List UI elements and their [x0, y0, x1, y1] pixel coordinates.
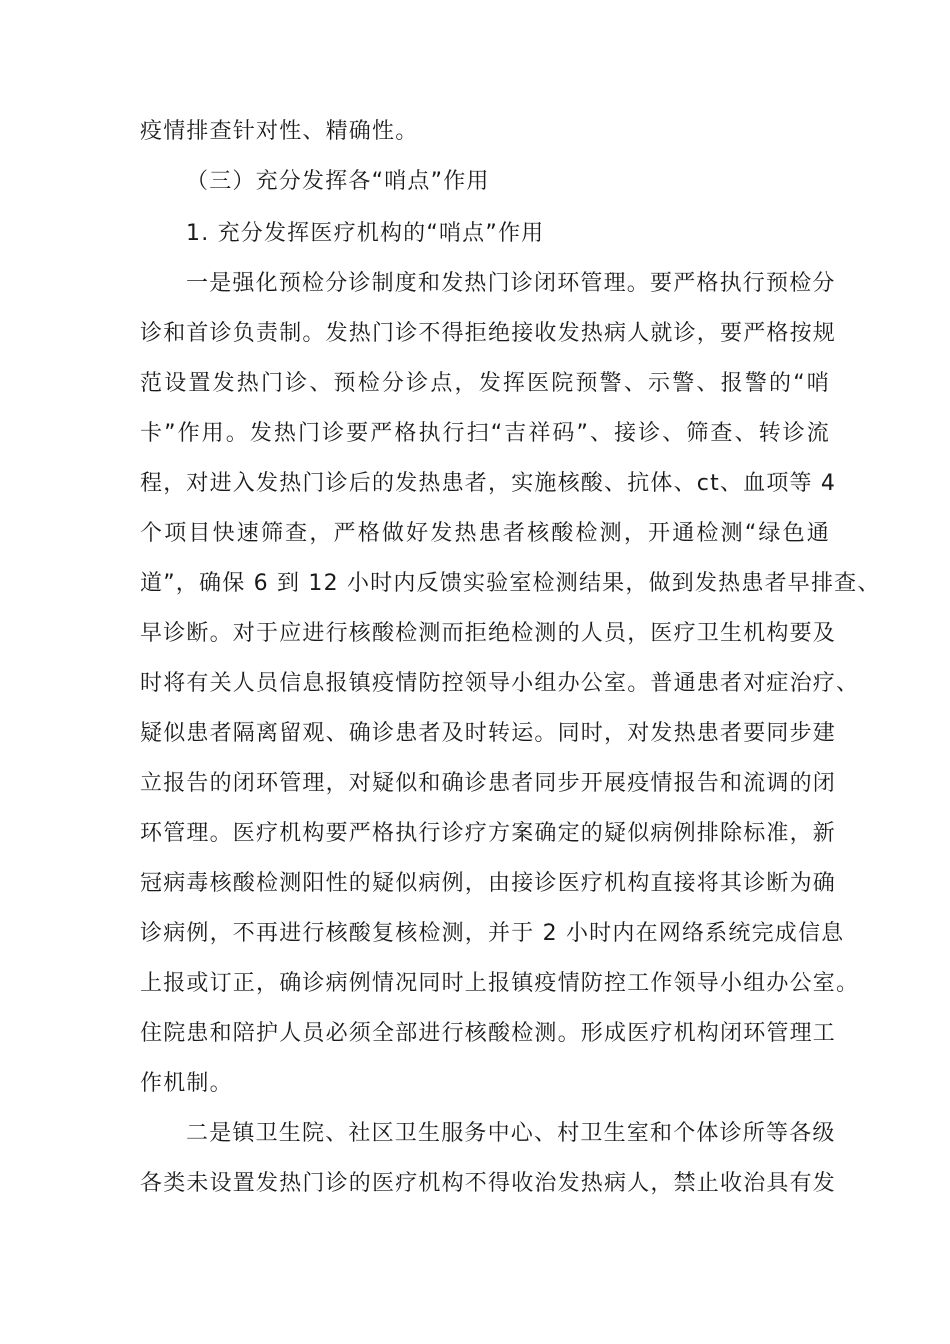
paragraph-line: 道”，确保 6 到 12 小时内反馈实验室检测结果，做到发热患者早排查、 [140, 571, 881, 596]
paragraph-line: 二是镇卫生院、社区卫生服务中心、村卫生室和个体诊所等各级 [186, 1121, 836, 1146]
paragraph-line: 一是强化预检分诊制度和发热门诊闭环管理。要严格执行预检分 [186, 271, 836, 296]
paragraph-line: 冠病毒核酸检测阳性的疑似病例，由接诊医疗机构直接将其诊断为确 [140, 871, 837, 896]
paragraph-line: 疫情排查针对性、精确性。 [140, 119, 419, 144]
paragraph-line: 范设置发热门诊、预检分诊点，发挥医院预警、示警、报警的“哨 [140, 371, 830, 396]
paragraph-line: 早诊断。对于应进行核酸检测而拒绝检测的人员，医疗卫生机构要及 [140, 621, 837, 646]
paragraph-line: 住院患和陪护人员必须全部进行核酸检测。形成医疗机构闭环管理工 [140, 1021, 837, 1046]
paragraph-line: 时将有关人员信息报镇疫情防控领导小组办公室。普通患者对症治疗、 [140, 671, 860, 696]
paragraph-line: 疑似患者隔离留观、确诊患者及时转运。同时，对发热患者要同步建 [140, 721, 837, 746]
subsection-heading: 1. 充分发挥医疗机构的“哨点”作用 [186, 221, 545, 246]
paragraph-line: 程，对进入发热门诊后的发热患者，实施核酸、抗体、ct、血项等 4 [140, 471, 837, 496]
paragraph-line: 卡”作用。发热门诊要严格执行扫“吉祥码”、接诊、筛查、转诊流 [140, 421, 830, 446]
paragraph-line: 上报或订正，确诊病例情况同时上报镇疫情防控工作领导小组办公室。 [140, 971, 860, 996]
section-heading: （三）充分发挥各“哨点”作用 [186, 169, 490, 194]
paragraph-line: 个项目快速筛查，严格做好发热患者核酸检测，开通检测“绿色通 [140, 521, 830, 546]
paragraph-line: 环管理。医疗机构要严格执行诊疗方案确定的疑似病例排除标准，新 [140, 821, 837, 846]
paragraph-line: 立报告的闭环管理，对疑似和确诊患者同步开展疫情报告和流调的闭 [140, 771, 837, 796]
paragraph-line: 各类未设置发热门诊的医疗机构不得收治发热病人，禁止收治具有发 [140, 1171, 837, 1196]
paragraph-line: 诊病例，不再进行核酸复核检测，并于 2 小时内在网络系统完成信息 [140, 921, 845, 946]
paragraph-line: 诊和首诊负责制。发热门诊不得拒绝接收发热病人就诊，要严格按规 [140, 321, 837, 346]
paragraph-line: 作机制。 [140, 1071, 233, 1096]
